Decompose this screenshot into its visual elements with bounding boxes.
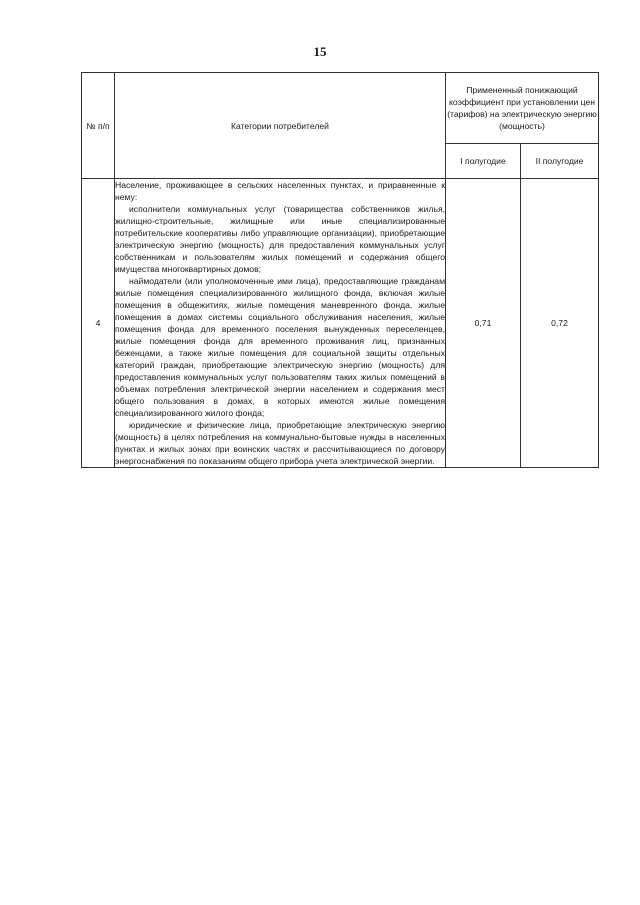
header-category: Категории потребителей: [115, 73, 446, 179]
header-number: № п/п: [82, 73, 115, 179]
category-paragraph-landlords: наймодатели (или уполномоченные ими лица), предоставляющие гражданам жилые помещения специализированного жилищного фонда, включая жилые помещения в общежитиях, жилые помещения маневренного фонда, жилые помещения в домах системы социального обслуживания населения, жилые помещения фонда для временного поселения вынужденных переселенцев, жилые помещения фонда для временного проживания лиц, признанных беженцами, а также жилые помещения для социальной защиты отдельных категорий граждан, приобретающие электрическую энергию (мощность) для предоставления коммунальных услуг пользователям таких жилых помещений в объемах потребления электрической энергии населением и содержания мест общего пользования в домах, в которых имеются жилые помещения специализированного жилого фонда;: [115, 276, 445, 418]
category-paragraph-legal-entities: юридические и физические лица, приобретающие электрическую энергию (мощность) в целях потребления на коммунально-бытовые нужды в населенных пунктах и жилых зонах при воинских частях и рассчитывающиеся по договору энергоснабжения по показаниям общего прибора учета электрической энергии.: [115, 420, 445, 466]
table-row: [82, 179, 599, 468]
category-paragraph-intro: Население, проживающее в сельских населенных пунктах, и приравненные к нему:: [115, 180, 445, 202]
value-half-year-1: 0,71: [446, 179, 521, 468]
row-category: [115, 179, 446, 468]
table-header-row: [82, 73, 599, 144]
page-number: 15: [313, 44, 327, 59]
row-number: 4: [82, 179, 115, 468]
category-paragraph-utilities: исполнители коммунальных услуг (товарищества собственников жилья, жилищно-строительные, жилищные или иные специализированные потребительские кооперативы либо управляющие организации), приобретающие электрическую энергию (мощность) для предоставления коммунальных услуг собственникам и пользователям жилых помещений и содержания общего имущества многоквартирных домов;: [115, 204, 445, 274]
header-half-year-1: I полугодие: [446, 144, 521, 179]
tariff-coefficient-table: [81, 72, 599, 468]
header-half-year-2: II полугодие: [521, 144, 599, 179]
value-half-year-2: 0,72: [521, 179, 599, 468]
header-coefficient: Примененный понижающий коэффициент при установлении цен (тарифов) на электрическую энергию (мощность): [446, 73, 599, 144]
